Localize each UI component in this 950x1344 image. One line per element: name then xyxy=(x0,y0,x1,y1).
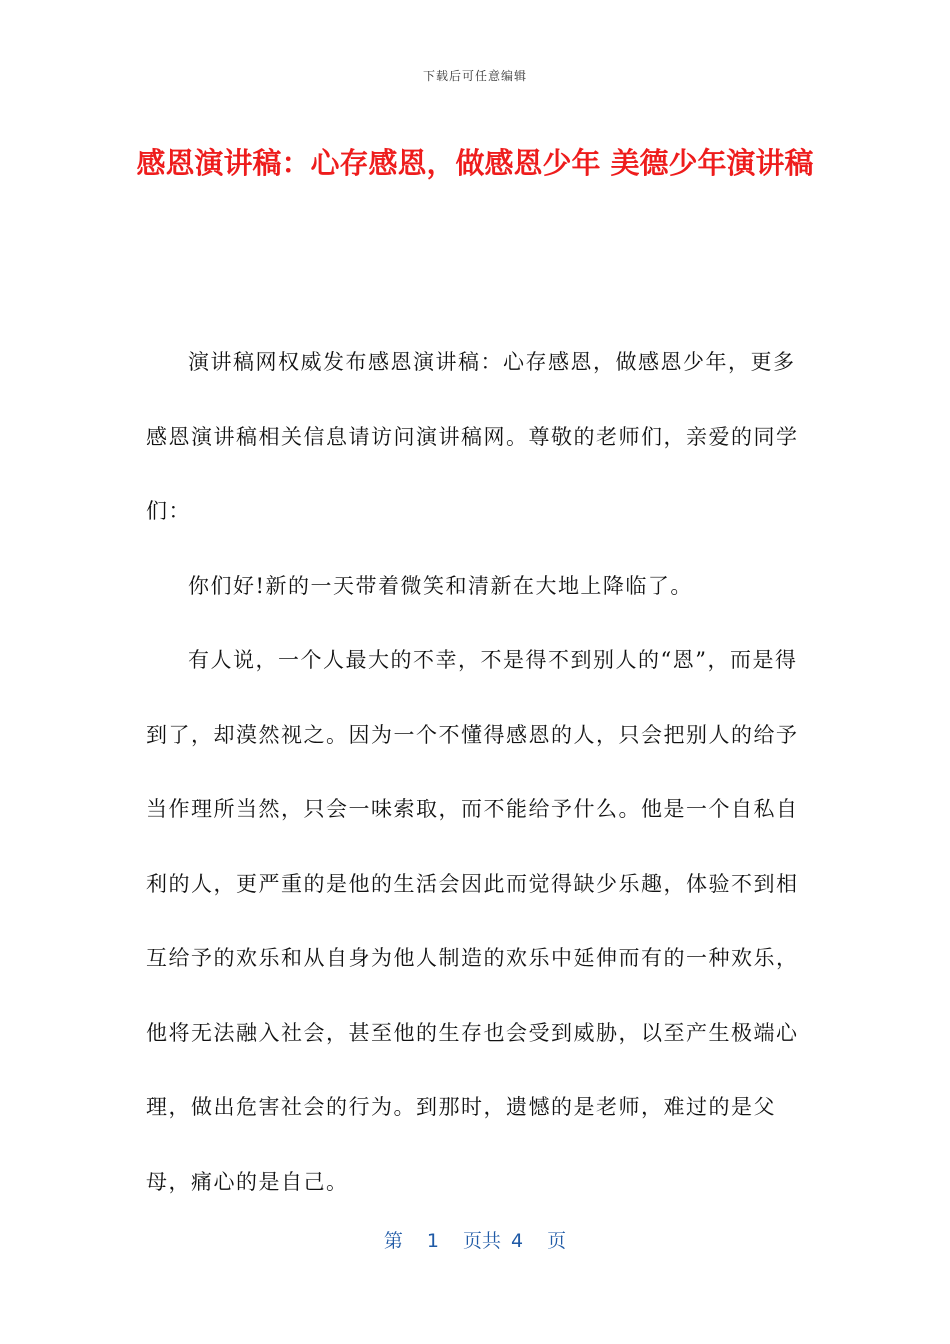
document-title: 感恩演讲稿：心存感恩，做感恩少年 美德少年演讲稿 xyxy=(136,146,814,180)
footer-prefix: 第 xyxy=(383,1230,403,1252)
paragraph-2: 你们好!新的一天带着微笑和清新在大地上降临了。 xyxy=(188,573,693,598)
footer-page-number: 1 xyxy=(426,1230,439,1252)
footer-middle: 页共 xyxy=(462,1230,501,1252)
paragraph-3: 有人说，一个人最大的不幸，不是得不到别人的“恩”，而是得到了，却漠然视之。因为一个不懂得感恩的人，只会把别人的给予当作理所当然，只会一味索取，而不能给予什么。他是一个自私自利的人，更严重的是他的生活会因此而觉得缺少乐趣，体验不到相互给予的欢乐和从自身为他人制造的欢乐中延伸而有的一种欢乐，他将无法融入社会，甚至他的生存也会受到威胁，以至产生极端心理，做出危害社会的行为。到那时，遗憾的是老师，难过的是父母，痛心的是自己。 xyxy=(146,648,799,1194)
footer-total-pages: 4 xyxy=(511,1230,524,1252)
paragraph-1: 演讲稿网权威发布感恩演讲稿：心存感恩，做感恩少年，更多感恩演讲稿相关信息请访问演讲稿网。尊敬的老师们，亲爱的同学们： xyxy=(146,350,799,523)
header-note: 下载后可任意编辑 xyxy=(422,69,527,83)
footer-suffix: 页 xyxy=(547,1230,567,1252)
page-footer xyxy=(0,1226,950,1253)
document-body xyxy=(146,325,806,1219)
